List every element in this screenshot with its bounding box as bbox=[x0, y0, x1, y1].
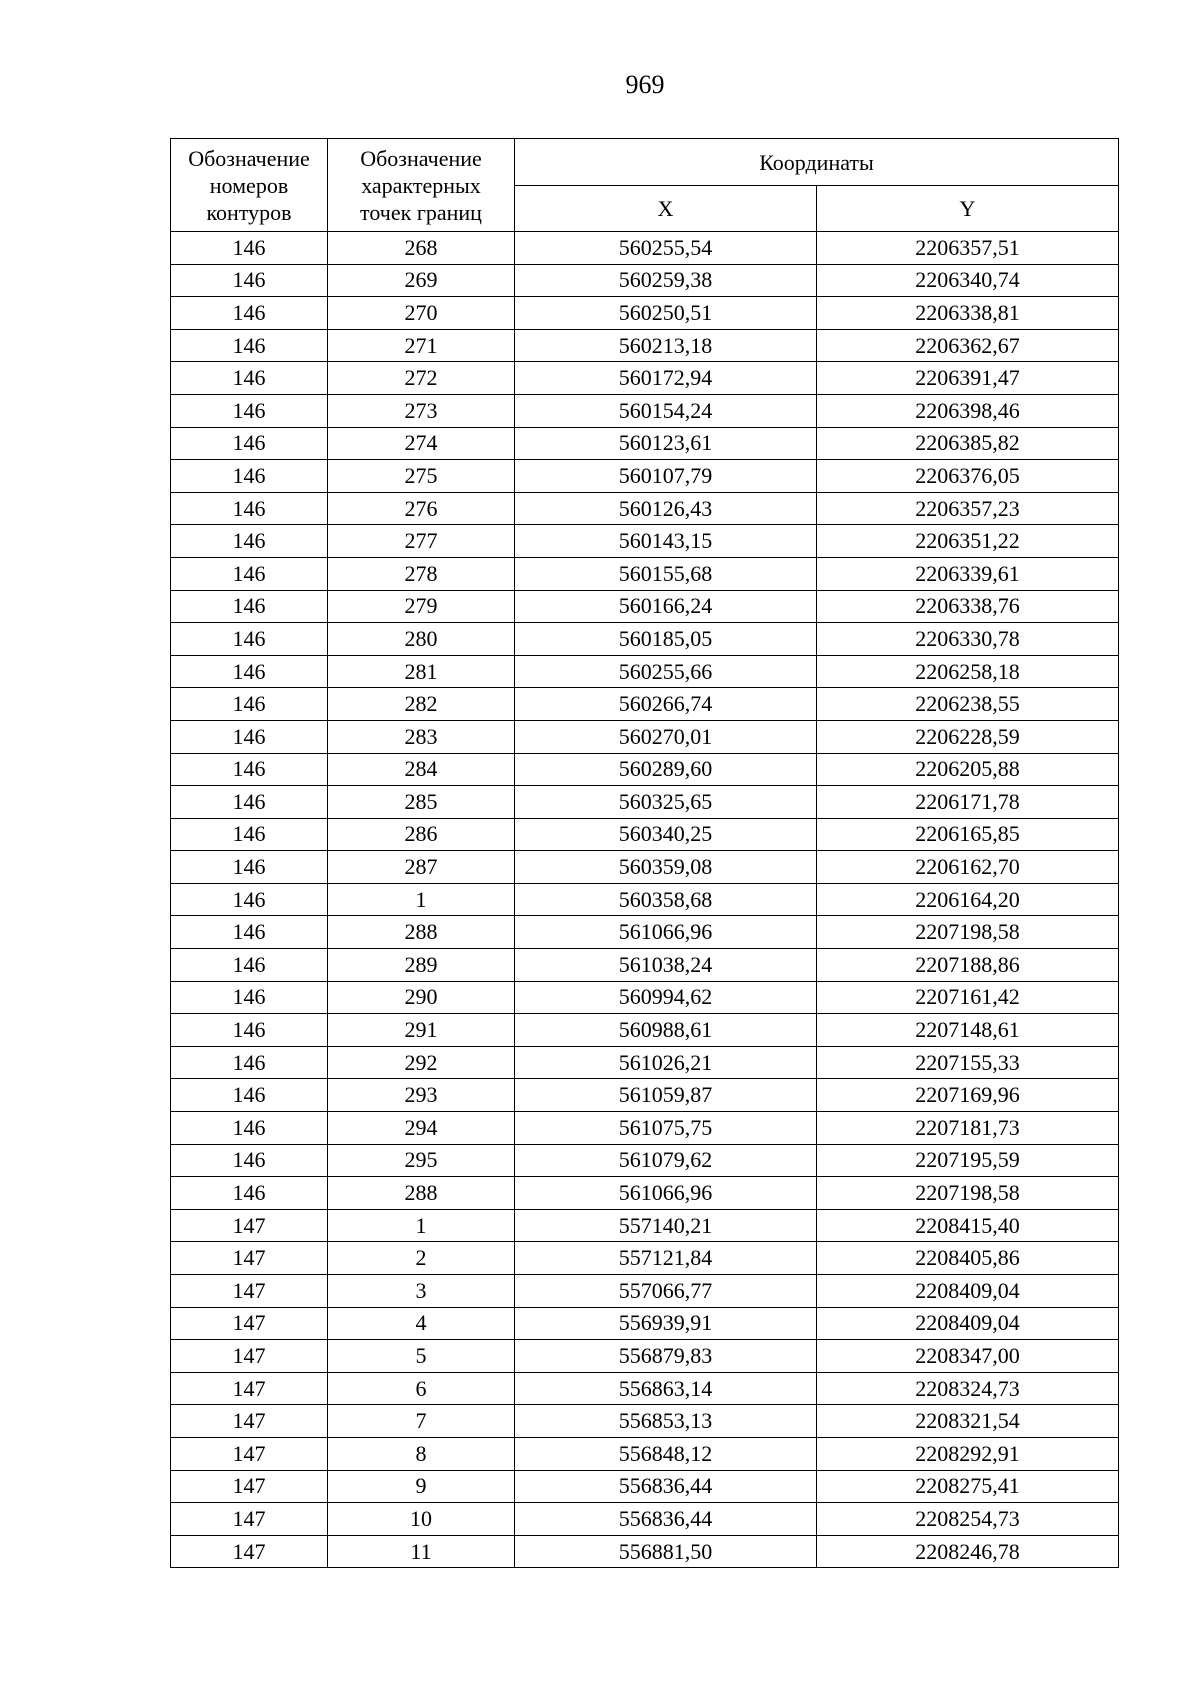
header-x: X bbox=[515, 186, 817, 232]
cell-y: 2206339,61 bbox=[817, 557, 1119, 590]
cell-point: 294 bbox=[328, 1112, 515, 1145]
cell-point: 285 bbox=[328, 786, 515, 819]
cell-contour: 146 bbox=[171, 1112, 328, 1145]
cell-x: 556881,50 bbox=[515, 1535, 817, 1568]
cell-y: 2206398,46 bbox=[817, 394, 1119, 427]
cell-point: 276 bbox=[328, 492, 515, 525]
cell-x: 560994,62 bbox=[515, 981, 817, 1014]
table-row bbox=[171, 460, 1119, 493]
page-number: 969 bbox=[625, 70, 665, 99]
cell-point: 281 bbox=[328, 655, 515, 688]
cell-y: 2206340,74 bbox=[817, 264, 1119, 297]
cell-x: 561066,96 bbox=[515, 1177, 817, 1210]
cell-y: 2208254,73 bbox=[817, 1503, 1119, 1536]
cell-y: 2206338,81 bbox=[817, 297, 1119, 330]
cell-contour: 146 bbox=[171, 916, 328, 949]
cell-point: 295 bbox=[328, 1144, 515, 1177]
cell-y: 2207195,59 bbox=[817, 1144, 1119, 1177]
cell-y: 2207169,96 bbox=[817, 1079, 1119, 1112]
cell-x: 561079,62 bbox=[515, 1144, 817, 1177]
cell-x: 556863,14 bbox=[515, 1372, 817, 1405]
cell-contour: 147 bbox=[171, 1535, 328, 1568]
table-header bbox=[171, 139, 1119, 232]
cell-point: 268 bbox=[328, 232, 515, 265]
cell-x: 556848,12 bbox=[515, 1437, 817, 1470]
table-row bbox=[171, 655, 1119, 688]
table-row bbox=[171, 394, 1119, 427]
cell-point: 289 bbox=[328, 949, 515, 982]
cell-contour: 146 bbox=[171, 264, 328, 297]
table-row bbox=[171, 1372, 1119, 1405]
cell-point: 2 bbox=[328, 1242, 515, 1275]
cell-point: 9 bbox=[328, 1470, 515, 1503]
table-row bbox=[171, 590, 1119, 623]
cell-contour: 147 bbox=[171, 1275, 328, 1308]
cell-y: 2206351,22 bbox=[817, 525, 1119, 558]
cell-contour: 147 bbox=[171, 1503, 328, 1536]
table-row bbox=[171, 264, 1119, 297]
cell-point: 275 bbox=[328, 460, 515, 493]
cell-point: 282 bbox=[328, 688, 515, 721]
cell-point: 1 bbox=[328, 883, 515, 916]
cell-point: 3 bbox=[328, 1275, 515, 1308]
cell-x: 560107,79 bbox=[515, 460, 817, 493]
cell-point: 269 bbox=[328, 264, 515, 297]
cell-x: 561066,96 bbox=[515, 916, 817, 949]
table-row bbox=[171, 1275, 1119, 1308]
cell-point: 287 bbox=[328, 851, 515, 884]
cell-x: 557121,84 bbox=[515, 1242, 817, 1275]
cell-x: 560154,24 bbox=[515, 394, 817, 427]
cell-contour: 146 bbox=[171, 1177, 328, 1210]
cell-contour: 146 bbox=[171, 623, 328, 656]
cell-y: 2207155,33 bbox=[817, 1046, 1119, 1079]
cell-y: 2206330,78 bbox=[817, 623, 1119, 656]
cell-x: 560255,66 bbox=[515, 655, 817, 688]
table-row bbox=[171, 818, 1119, 851]
cell-y: 2208405,86 bbox=[817, 1242, 1119, 1275]
cell-contour: 146 bbox=[171, 720, 328, 753]
cell-point: 272 bbox=[328, 362, 515, 395]
table-row bbox=[171, 1209, 1119, 1242]
cell-point: 291 bbox=[328, 1014, 515, 1047]
cell-contour: 147 bbox=[171, 1209, 328, 1242]
cell-point: 11 bbox=[328, 1535, 515, 1568]
cell-contour: 146 bbox=[171, 883, 328, 916]
cell-y: 2206258,18 bbox=[817, 655, 1119, 688]
cell-y: 2208246,78 bbox=[817, 1535, 1119, 1568]
table-row bbox=[171, 1144, 1119, 1177]
cell-y: 2208415,40 bbox=[817, 1209, 1119, 1242]
cell-contour: 146 bbox=[171, 1046, 328, 1079]
table-row bbox=[171, 981, 1119, 1014]
cell-contour: 146 bbox=[171, 525, 328, 558]
cell-contour: 146 bbox=[171, 753, 328, 786]
cell-contour: 146 bbox=[171, 1144, 328, 1177]
table-row bbox=[171, 232, 1119, 265]
cell-point: 4 bbox=[328, 1307, 515, 1340]
cell-point: 1 bbox=[328, 1209, 515, 1242]
cell-point: 273 bbox=[328, 394, 515, 427]
cell-x: 560185,05 bbox=[515, 623, 817, 656]
cell-x: 560126,43 bbox=[515, 492, 817, 525]
cell-contour: 146 bbox=[171, 655, 328, 688]
cell-x: 556836,44 bbox=[515, 1503, 817, 1536]
cell-contour: 146 bbox=[171, 297, 328, 330]
cell-x: 560213,18 bbox=[515, 329, 817, 362]
cell-contour: 147 bbox=[171, 1405, 328, 1438]
cell-x: 561059,87 bbox=[515, 1079, 817, 1112]
table-row bbox=[171, 1307, 1119, 1340]
cell-contour: 147 bbox=[171, 1340, 328, 1373]
cell-x: 560123,61 bbox=[515, 427, 817, 460]
cell-y: 2208324,73 bbox=[817, 1372, 1119, 1405]
cell-y: 2206391,47 bbox=[817, 362, 1119, 395]
table-row bbox=[171, 623, 1119, 656]
header-y: Y bbox=[817, 186, 1119, 232]
cell-y: 2206385,82 bbox=[817, 427, 1119, 460]
cell-point: 10 bbox=[328, 1503, 515, 1536]
table-row bbox=[171, 786, 1119, 819]
cell-y: 2206228,59 bbox=[817, 720, 1119, 753]
cell-point: 277 bbox=[328, 525, 515, 558]
cell-x: 556853,13 bbox=[515, 1405, 817, 1438]
cell-point: 274 bbox=[328, 427, 515, 460]
cell-y: 2206205,88 bbox=[817, 753, 1119, 786]
table-row bbox=[171, 557, 1119, 590]
cell-contour: 146 bbox=[171, 851, 328, 884]
cell-contour: 146 bbox=[171, 427, 328, 460]
cell-x: 560289,60 bbox=[515, 753, 817, 786]
cell-y: 2208409,04 bbox=[817, 1275, 1119, 1308]
table-row bbox=[171, 492, 1119, 525]
cell-x: 560266,74 bbox=[515, 688, 817, 721]
cell-contour: 146 bbox=[171, 818, 328, 851]
cell-contour: 146 bbox=[171, 981, 328, 1014]
cell-y: 2207161,42 bbox=[817, 981, 1119, 1014]
table-row bbox=[171, 1535, 1119, 1568]
cell-point: 284 bbox=[328, 753, 515, 786]
cell-x: 560250,51 bbox=[515, 297, 817, 330]
cell-point: 270 bbox=[328, 297, 515, 330]
cell-contour: 146 bbox=[171, 590, 328, 623]
cell-y: 2206164,20 bbox=[817, 883, 1119, 916]
cell-point: 283 bbox=[328, 720, 515, 753]
cell-contour: 146 bbox=[171, 688, 328, 721]
cell-y: 2206376,05 bbox=[817, 460, 1119, 493]
cell-x: 556836,44 bbox=[515, 1470, 817, 1503]
table-row bbox=[171, 851, 1119, 884]
cell-contour: 146 bbox=[171, 394, 328, 427]
cell-contour: 146 bbox=[171, 492, 328, 525]
cell-y: 2206171,78 bbox=[817, 786, 1119, 819]
cell-contour: 147 bbox=[171, 1307, 328, 1340]
table-row bbox=[171, 1503, 1119, 1536]
cell-x: 561026,21 bbox=[515, 1046, 817, 1079]
cell-point: 8 bbox=[328, 1437, 515, 1470]
table-row bbox=[171, 753, 1119, 786]
cell-point: 7 bbox=[328, 1405, 515, 1438]
table-row bbox=[171, 1046, 1119, 1079]
cell-point: 280 bbox=[328, 623, 515, 656]
cell-y: 2208321,54 bbox=[817, 1405, 1119, 1438]
table-row bbox=[171, 949, 1119, 982]
cell-contour: 146 bbox=[171, 232, 328, 265]
table-row bbox=[171, 362, 1119, 395]
cell-y: 2207188,86 bbox=[817, 949, 1119, 982]
cell-y: 2206357,23 bbox=[817, 492, 1119, 525]
cell-y: 2206162,70 bbox=[817, 851, 1119, 884]
table-row bbox=[171, 329, 1119, 362]
header-coordinates: Координаты bbox=[515, 139, 1119, 186]
cell-point: 286 bbox=[328, 818, 515, 851]
cell-point: 5 bbox=[328, 1340, 515, 1373]
cell-y: 2207198,58 bbox=[817, 1177, 1119, 1210]
cell-point: 288 bbox=[328, 916, 515, 949]
cell-x: 556939,91 bbox=[515, 1307, 817, 1340]
cell-contour: 147 bbox=[171, 1470, 328, 1503]
cell-x: 557066,77 bbox=[515, 1275, 817, 1308]
cell-y: 2206165,85 bbox=[817, 818, 1119, 851]
cell-contour: 147 bbox=[171, 1242, 328, 1275]
table-row bbox=[171, 1177, 1119, 1210]
cell-x: 556879,83 bbox=[515, 1340, 817, 1373]
table-row bbox=[171, 427, 1119, 460]
coordinates-table bbox=[170, 138, 1119, 1568]
table-row bbox=[171, 1340, 1119, 1373]
cell-y: 2208347,00 bbox=[817, 1340, 1119, 1373]
cell-x: 560155,68 bbox=[515, 557, 817, 590]
cell-point: 271 bbox=[328, 329, 515, 362]
cell-y: 2208292,91 bbox=[817, 1437, 1119, 1470]
table-row bbox=[171, 688, 1119, 721]
cell-y: 2208275,41 bbox=[817, 1470, 1119, 1503]
cell-contour: 146 bbox=[171, 949, 328, 982]
cell-contour: 146 bbox=[171, 557, 328, 590]
cell-x: 560340,25 bbox=[515, 818, 817, 851]
table-row bbox=[171, 1014, 1119, 1047]
table-row bbox=[171, 1079, 1119, 1112]
table-row bbox=[171, 1242, 1119, 1275]
table-body bbox=[171, 232, 1119, 1568]
cell-contour: 146 bbox=[171, 329, 328, 362]
cell-contour: 146 bbox=[171, 460, 328, 493]
table-row bbox=[171, 1470, 1119, 1503]
table-row bbox=[171, 297, 1119, 330]
cell-x: 560325,65 bbox=[515, 786, 817, 819]
cell-contour: 147 bbox=[171, 1437, 328, 1470]
cell-point: 288 bbox=[328, 1177, 515, 1210]
cell-x: 557140,21 bbox=[515, 1209, 817, 1242]
cell-contour: 146 bbox=[171, 1014, 328, 1047]
header-contour-numbers: Обозначение номеров контуров bbox=[171, 139, 328, 232]
table-row bbox=[171, 525, 1119, 558]
cell-point: 293 bbox=[328, 1079, 515, 1112]
table-row bbox=[171, 1437, 1119, 1470]
cell-point: 278 bbox=[328, 557, 515, 590]
cell-point: 279 bbox=[328, 590, 515, 623]
cell-y: 2206338,76 bbox=[817, 590, 1119, 623]
cell-y: 2208409,04 bbox=[817, 1307, 1119, 1340]
cell-y: 2207198,58 bbox=[817, 916, 1119, 949]
cell-point: 6 bbox=[328, 1372, 515, 1405]
cell-point: 290 bbox=[328, 981, 515, 1014]
cell-contour: 146 bbox=[171, 362, 328, 395]
table-row bbox=[171, 1405, 1119, 1438]
cell-x: 560988,61 bbox=[515, 1014, 817, 1047]
cell-y: 2206362,67 bbox=[817, 329, 1119, 362]
cell-contour: 147 bbox=[171, 1372, 328, 1405]
cell-x: 560172,94 bbox=[515, 362, 817, 395]
table-row bbox=[171, 720, 1119, 753]
table-row bbox=[171, 883, 1119, 916]
cell-point: 292 bbox=[328, 1046, 515, 1079]
cell-y: 2206238,55 bbox=[817, 688, 1119, 721]
cell-y: 2207148,61 bbox=[817, 1014, 1119, 1047]
cell-y: 2207181,73 bbox=[817, 1112, 1119, 1145]
cell-x: 560143,15 bbox=[515, 525, 817, 558]
cell-x: 560270,01 bbox=[515, 720, 817, 753]
table-row bbox=[171, 916, 1119, 949]
header-boundary-points: Обозначение характерных точек границ bbox=[328, 139, 515, 232]
cell-contour: 146 bbox=[171, 1079, 328, 1112]
cell-x: 560259,38 bbox=[515, 264, 817, 297]
cell-x: 560166,24 bbox=[515, 590, 817, 623]
table-row bbox=[171, 1112, 1119, 1145]
cell-y: 2206357,51 bbox=[817, 232, 1119, 265]
cell-x: 560359,08 bbox=[515, 851, 817, 884]
cell-x: 561075,75 bbox=[515, 1112, 817, 1145]
cell-x: 560255,54 bbox=[515, 232, 817, 265]
cell-x: 561038,24 bbox=[515, 949, 817, 982]
cell-x: 560358,68 bbox=[515, 883, 817, 916]
cell-contour: 146 bbox=[171, 786, 328, 819]
